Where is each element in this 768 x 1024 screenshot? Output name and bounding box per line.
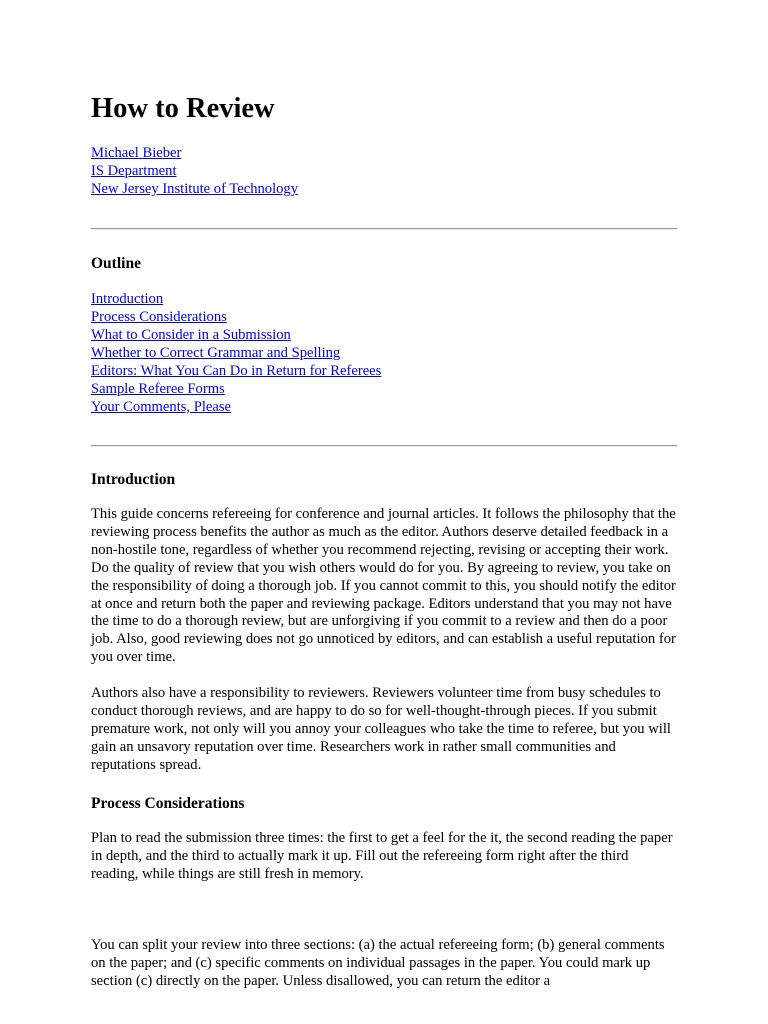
outline-list <box>91 290 381 416</box>
institution-link[interactable]: New Jersey Institute of Technology <box>91 181 299 197</box>
outline-link-your-comments[interactable]: Your Comments, Please <box>91 399 232 415</box>
page-title: How to Review <box>91 93 275 124</box>
outline-link-editors[interactable]: Editors: What You Can Do in Return for Referees <box>91 363 382 379</box>
department-link[interactable]: IS Department <box>91 163 177 179</box>
outline-link-process-considerations[interactable]: Process Considerations <box>91 309 227 325</box>
process-paragraph: Plan to read the submission three times: the first to get a feel for the it, the second reading the paper in depth, and the third to actually mark it up. Fill out the refereeing form right after the third reading, while things are still fresh in memory. <box>91 830 673 882</box>
divider <box>91 445 677 447</box>
author-name-link[interactable]: Michael Bieber <box>91 145 182 161</box>
outline-heading: Outline <box>91 255 141 272</box>
outline-link-introduction[interactable]: Introduction <box>91 291 164 307</box>
outline-link-what-to-consider[interactable]: What to Consider in a Submission <box>91 327 291 343</box>
author-block <box>91 144 298 198</box>
outline-link-grammar-spelling[interactable]: Whether to Correct Grammar and Spelling <box>91 345 341 361</box>
outline-link-sample-forms[interactable]: Sample Referee Forms <box>91 381 225 397</box>
introduction-heading: Introduction <box>91 471 176 488</box>
process-heading: Process Considerations <box>91 795 245 812</box>
introduction-paragraph: This guide concerns refereeing for conference and journal articles. It follows the philosophy that the reviewing process benefits the author as much as the editor. Authors deserve detailed feedback in a non-hostile tone, regardless of whether you recommend rejecting, revising or accepting their work. Do the quality of review that you wish others would do for you. By agreeing to review, you take on the responsibility of doing a thorough job. If you cannot commit to this, you should notify the editor at once and return both the paper and reviewing package. Editors understand that you may not have the time to do a thorough review, but are unforgiving if you commit to a review and then do a poor job. Also, good reviewing does not go unnoticed by editors, and can establish a useful reputation for you over time. <box>91 506 676 666</box>
divider <box>91 228 677 230</box>
process-paragraph: You can split your review into three sections: (a) the actual refereeing form; (b) general comments on the paper; and (c) specific comments on individual passages in the paper. You could mark up section (c) directly on the paper. Unless disallowed, you can return the editor a <box>91 937 665 989</box>
introduction-paragraph: Authors also have a responsibility to reviewers. Reviewers volunteer time from busy schedules to conduct thorough reviews, and are happy to do so for well-thought-through pieces. If you submit premature work, not only will you annoy your colleagues who take the time to referee, but you will gain an unsavory reputation over time. Researchers work in rather small communities and reputations spread. <box>91 685 671 773</box>
